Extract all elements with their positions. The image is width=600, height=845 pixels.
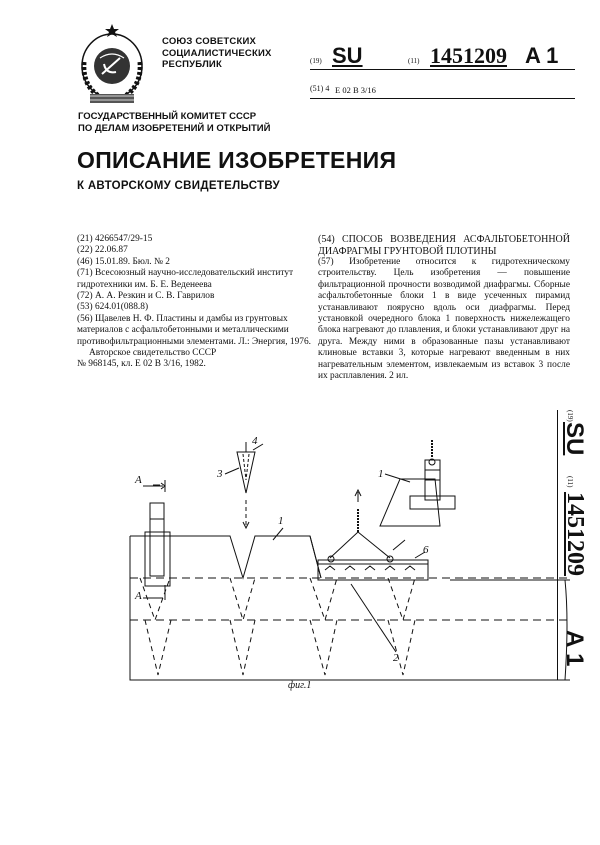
label-block-inset: 1	[378, 468, 384, 480]
figure-caption: фиг.1	[288, 680, 312, 691]
kind-code: A 1	[561, 630, 588, 667]
inid-code-51: (51) 4	[310, 84, 330, 93]
biblio-entry: Авторское свидетельство СССР	[89, 348, 217, 359]
biblio-entry: (21) 4266547/29-15	[77, 234, 153, 244]
union-line: СОЦИАЛИСТИЧЕСКИХ	[162, 47, 272, 59]
publication-number	[310, 43, 575, 70]
patent-number: 1451209	[430, 43, 507, 68]
ipc-classification	[310, 84, 575, 99]
biblio-entry: (46) 15.01.89. Бюл. № 2	[77, 256, 170, 267]
invention-title: (54) СПОСОБ ВОЗВЕДЕНИЯ АСФАЛЬТОБЕТОННОЙ ДИАФРАГМЫ ГРУНТОВОЙ ПЛОТИНЫ	[318, 234, 570, 257]
inid-code-19: (19)	[566, 410, 574, 422]
ussr-state-emblem-icon	[72, 22, 152, 108]
union-line: СОЮЗ СОВЕТСКИХ	[162, 36, 257, 47]
committee-line: ГОСУДАРСТВЕННЫЙ КОМИТЕТ СССР	[78, 111, 257, 122]
figure-1-drawing	[125, 430, 570, 710]
document-title: ОПИСАНИЕ ИЗОБРЕТЕНИЯ	[77, 147, 397, 173]
abstract	[318, 234, 570, 382]
biblio-entry: (22) 22.06.87	[77, 245, 128, 256]
seam-wedges	[140, 578, 415, 675]
country-code: SU	[332, 43, 363, 68]
label-heater: 4	[252, 435, 258, 447]
committee-name	[78, 111, 270, 134]
kind-code: A 1	[525, 43, 559, 68]
country-code: SU	[561, 422, 588, 456]
dam-body	[130, 536, 570, 680]
label-section-a-top: А	[135, 474, 142, 486]
patent-number: 1451209	[562, 492, 588, 576]
biblio-entry: № 968145, кл. Е 02 В 3/16, 1982.	[77, 359, 206, 370]
biblio-entry: (56) Щавелев Н. Ф. Пластины и дамбы из грунтовых материалов с асфальтобетонными и металлическими противофильтрационными элементами. Л.: Энергия, 1976.	[77, 313, 312, 347]
committee-line: ПО ДЕЛАМ ИЗОБРЕТЕНИЙ И ОТКРЫТИЙ	[78, 122, 271, 134]
label-section-a-bottom: А	[135, 590, 142, 602]
biblio-entry: (71) Всесоюзный научно-исследовательский институт гидротехники им. Б. Е. Веденеева	[77, 268, 294, 290]
biblio-entry: (53) 624.01(088.8)	[77, 302, 149, 313]
ipc-code: E 02 B 3/16	[335, 85, 376, 95]
label-block: 1	[278, 515, 284, 527]
label-seam: 2	[393, 652, 399, 664]
document-subtitle: К АВТОРСКОМУ СВИДЕТЕЛЬСТВУ	[77, 180, 280, 192]
section-block	[143, 480, 170, 600]
abstract-text: (57) Изобретение относится к гидротехническому строительству. Цель изобретения — повышение фильтрационной прочности возводимой диафрагмы. Сборные асфальтобетонные блоки 1 в виде усеченных пирамид устанавливают поярусно вдоль оси диафрагмы. Перед установкой очередного блока 1 поверхность нижележащего блока нагревают до плавления, и блоки устанавливают друг на друга. Между ними в образованные пазы устанавливают клиновые вставки 3, которые нагревают введенным в них нагревательным элементом, извлекаемым из вставок 3 после их расплавления. 2 ил.	[318, 257, 570, 382]
biblio-entry: (72) А. А. Резкин и С. В. Гаврилов	[77, 291, 215, 302]
bibliographic-data	[77, 234, 317, 371]
label-wedge: 3	[217, 468, 223, 480]
inid-code-11: (11)	[566, 476, 574, 488]
heater-plate	[318, 490, 428, 652]
union-line: РЕСПУБЛИК	[162, 59, 222, 70]
wedge-insert	[225, 442, 263, 528]
inset-block	[380, 440, 455, 526]
union-name	[162, 36, 272, 71]
tier-lines	[130, 578, 570, 620]
inid-code-11: (11)	[408, 57, 420, 65]
inid-code-19: (19)	[310, 57, 322, 65]
label-heater-plate: 6	[423, 544, 429, 556]
